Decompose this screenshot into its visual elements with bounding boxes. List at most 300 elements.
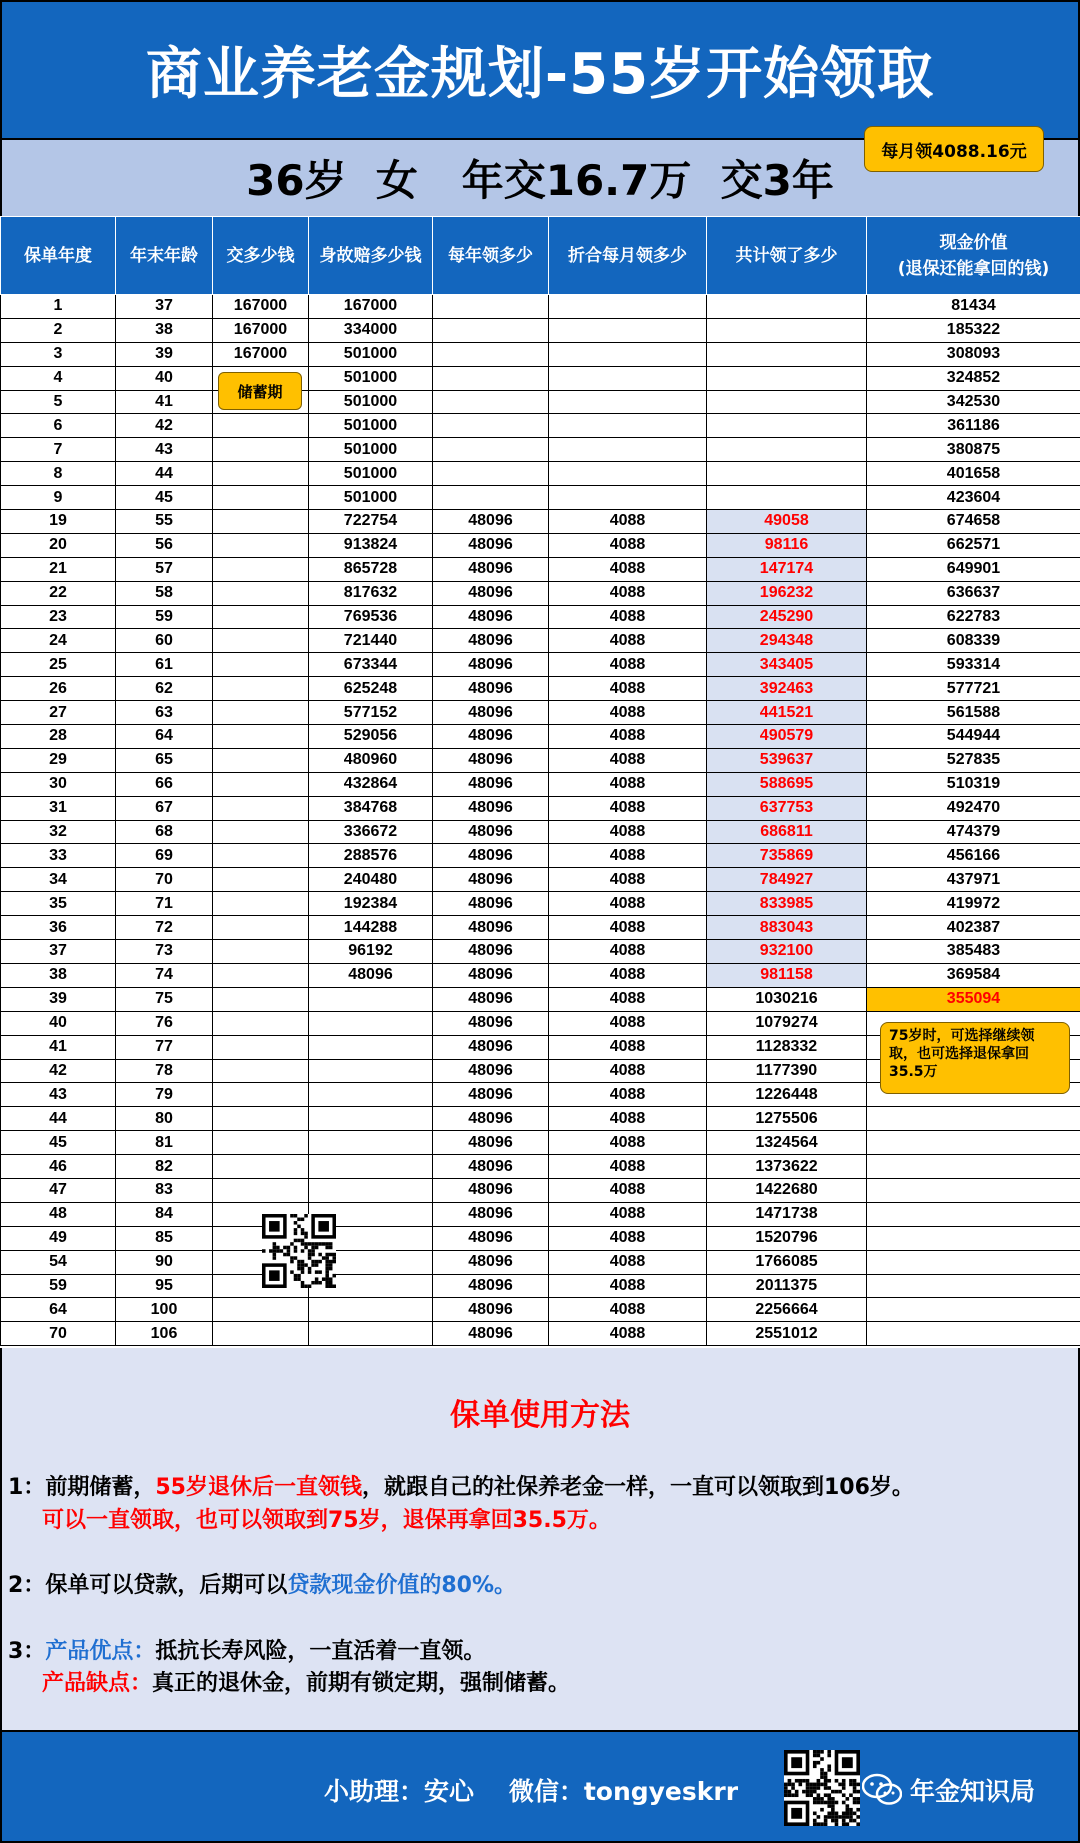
- table-cell: [213, 987, 309, 1011]
- table-row: [1, 581, 1080, 605]
- table-cell: 64: [116, 725, 213, 749]
- table-cell: 608339: [867, 629, 1080, 653]
- table-cell: 294348: [707, 629, 867, 653]
- table-cell: 48: [1, 1202, 116, 1226]
- table-cell: 78: [116, 1059, 213, 1083]
- table-cell: 4088: [549, 1274, 707, 1298]
- table-cell: 28: [1, 725, 116, 749]
- table-cell: 48096: [433, 605, 549, 629]
- table-cell: 561588: [867, 701, 1080, 725]
- table-cell: 23: [1, 605, 116, 629]
- table-cell: 636637: [867, 581, 1080, 605]
- table-cell: [867, 1155, 1080, 1179]
- table-cell: 8: [1, 462, 116, 486]
- table-cell: 474379: [867, 820, 1080, 844]
- table-row: [1, 1178, 1080, 1202]
- table-cell: [213, 1083, 309, 1107]
- table-row: [1, 677, 1080, 701]
- table-cell: 4088: [549, 1226, 707, 1250]
- table-cell: 55: [116, 510, 213, 534]
- table-cell: 81: [116, 1131, 213, 1155]
- table-cell: 437971: [867, 868, 1080, 892]
- table-row: [1, 1155, 1080, 1179]
- table-cell: 82: [116, 1155, 213, 1179]
- usage-item-2: [8, 1568, 516, 1599]
- table-cell: [213, 462, 309, 486]
- table-cell: 7: [1, 438, 116, 462]
- table-cell: [433, 414, 549, 438]
- table-cell: 48096: [433, 1011, 549, 1035]
- table-cell: 38: [1, 963, 116, 987]
- table-cell: 49: [1, 1226, 116, 1250]
- usage-title: 保单使用方法: [450, 1398, 630, 1433]
- table-cell: [867, 1298, 1080, 1322]
- usage-item-1-text-a: 前期储蓄，: [45, 1475, 156, 1500]
- table-cell: [549, 486, 707, 510]
- table-cell: 46: [1, 1155, 116, 1179]
- table-cell: [433, 390, 549, 414]
- table-cell: 622783: [867, 605, 1080, 629]
- table-cell: 4088: [549, 629, 707, 653]
- table-cell: 529056: [309, 725, 433, 749]
- table-cell: 674658: [867, 510, 1080, 534]
- table-cell: 4088: [549, 581, 707, 605]
- usage-con-label: 产品缺点：: [42, 1671, 153, 1696]
- table-cell: [213, 844, 309, 868]
- table-cell: 29: [1, 748, 116, 772]
- table-cell: 342530: [867, 390, 1080, 414]
- table-cell: 833985: [707, 892, 867, 916]
- table-cell: [309, 1131, 433, 1155]
- table-cell: 47: [1, 1178, 116, 1202]
- table-cell: 48096: [433, 533, 549, 557]
- table-cell: 96192: [309, 940, 433, 964]
- table-cell: 441521: [707, 701, 867, 725]
- table-row: [1, 653, 1080, 677]
- table-cell: 1324564: [707, 1131, 867, 1155]
- table-row: [1, 510, 1080, 534]
- table-cell: [309, 1035, 433, 1059]
- table-cell: 61: [116, 653, 213, 677]
- table-row: [1, 557, 1080, 581]
- table-cell: 1422680: [707, 1178, 867, 1202]
- table-cell: [213, 629, 309, 653]
- table-cell: [433, 438, 549, 462]
- table-cell: 84: [116, 1202, 213, 1226]
- table-cell: 4088: [549, 1250, 707, 1274]
- table-cell: 361186: [867, 414, 1080, 438]
- table-cell: 3: [1, 342, 116, 366]
- table-row: [1, 1226, 1080, 1250]
- table-cell: [213, 701, 309, 725]
- table-cell: 1177390: [707, 1059, 867, 1083]
- table-cell: [549, 414, 707, 438]
- table-cell: 662571: [867, 533, 1080, 557]
- table-cell: 72: [116, 916, 213, 940]
- table-cell: [309, 1298, 433, 1322]
- table-cell: 649901: [867, 557, 1080, 581]
- table-cell: 32: [1, 820, 116, 844]
- column-header: 交多少钱: [213, 217, 309, 295]
- table-cell: 22: [1, 581, 116, 605]
- table-cell: 384768: [309, 796, 433, 820]
- table-cell: 65: [116, 748, 213, 772]
- table-row: [1, 342, 1080, 366]
- table-cell: [549, 366, 707, 390]
- table-cell: 48096: [433, 1202, 549, 1226]
- table-cell: 2256664: [707, 1298, 867, 1322]
- table-cell: 490579: [707, 725, 867, 749]
- table-cell: 4088: [549, 510, 707, 534]
- table-cell: [309, 1059, 433, 1083]
- table-cell: [549, 318, 707, 342]
- table-cell: 80: [116, 1107, 213, 1131]
- table-cell: 167000: [213, 342, 309, 366]
- table-cell: 1: [1, 295, 116, 319]
- column-header: 共计领了多少: [707, 217, 867, 295]
- table-cell: 48096: [433, 892, 549, 916]
- table-cell: [867, 1107, 1080, 1131]
- table-cell: [867, 1202, 1080, 1226]
- table-cell: 1766085: [707, 1250, 867, 1274]
- table-cell: 419972: [867, 892, 1080, 916]
- table-row: [1, 1131, 1080, 1155]
- column-header: 身故赔多少钱: [309, 217, 433, 295]
- table-cell: 288576: [309, 844, 433, 868]
- table-cell: 2011375: [707, 1274, 867, 1298]
- table-body: [1, 295, 1080, 1346]
- table-cell: 70: [116, 868, 213, 892]
- table-cell: 539637: [707, 748, 867, 772]
- table-cell: 41: [116, 390, 213, 414]
- table-cell: 501000: [309, 366, 433, 390]
- table-cell: 185322: [867, 318, 1080, 342]
- table-cell: [213, 605, 309, 629]
- table-cell: 432864: [309, 772, 433, 796]
- table-cell: 39: [116, 342, 213, 366]
- table-cell: 48096: [433, 820, 549, 844]
- table-cell: 4088: [549, 963, 707, 987]
- table-row: [1, 963, 1080, 987]
- table-cell: 4088: [549, 725, 707, 749]
- table-row: [1, 390, 1080, 414]
- table-cell: [867, 1131, 1080, 1155]
- usage-item-2-text: 保单可以贷款，后期可以: [45, 1573, 288, 1598]
- table-cell: [213, 653, 309, 677]
- table-cell: [309, 987, 433, 1011]
- table-cell: 355094: [867, 987, 1080, 1011]
- table-cell: 577152: [309, 701, 433, 725]
- table-cell: 501000: [309, 438, 433, 462]
- table-cell: [213, 1131, 309, 1155]
- table-cell: 42: [1, 1059, 116, 1083]
- table-cell: 20: [1, 533, 116, 557]
- table-cell: 48096: [433, 653, 549, 677]
- usage-item-2-highlight: 贷款现金价值的80%。: [287, 1573, 516, 1598]
- column-header: 现金价值 (退保还能拿回的钱): [867, 217, 1080, 295]
- table-cell: 4088: [549, 844, 707, 868]
- table-cell: 49058: [707, 510, 867, 534]
- table-cell: 48096: [433, 581, 549, 605]
- table-cell: 83: [116, 1178, 213, 1202]
- table-cell: 43: [116, 438, 213, 462]
- table-cell: 336672: [309, 820, 433, 844]
- table-cell: [213, 1107, 309, 1131]
- table-cell: [213, 963, 309, 987]
- table-cell: 4088: [549, 533, 707, 557]
- table-cell: 625248: [309, 677, 433, 701]
- table-cell: 37: [1, 940, 116, 964]
- table-cell: [707, 366, 867, 390]
- table-cell: 492470: [867, 796, 1080, 820]
- usage-pro-label: 产品优点：: [45, 1639, 156, 1664]
- table-cell: [867, 1322, 1080, 1346]
- table-cell: 401658: [867, 462, 1080, 486]
- table-cell: 48096: [433, 1059, 549, 1083]
- table-cell: 48096: [433, 1226, 549, 1250]
- table-row: [1, 772, 1080, 796]
- table-cell: 501000: [309, 414, 433, 438]
- table-cell: 63: [116, 701, 213, 725]
- table-row: [1, 629, 1080, 653]
- table-cell: [433, 318, 549, 342]
- table-cell: 501000: [309, 342, 433, 366]
- usage-item-1-num: 1：: [8, 1475, 46, 1500]
- table-cell: 510319: [867, 772, 1080, 796]
- table-cell: [549, 295, 707, 319]
- table-cell: [549, 342, 707, 366]
- table-cell: 77: [116, 1035, 213, 1059]
- table-cell: 100: [116, 1298, 213, 1322]
- table-cell: 4088: [549, 772, 707, 796]
- table-row: [1, 868, 1080, 892]
- table-cell: 385483: [867, 940, 1080, 964]
- title-banner: [0, 0, 1080, 140]
- table-cell: 722754: [309, 510, 433, 534]
- table-cell: [549, 390, 707, 414]
- table-row: [1, 725, 1080, 749]
- usage-item-1-line2: 可以一直领取，也可以领取到75岁，退保再拿回35.5万。: [42, 1508, 611, 1533]
- table-cell: 34: [1, 868, 116, 892]
- table-cell: [213, 725, 309, 749]
- table-cell: [867, 1226, 1080, 1250]
- table-cell: 5: [1, 390, 116, 414]
- table-cell: 588695: [707, 772, 867, 796]
- table-cell: 167000: [213, 295, 309, 319]
- table-cell: 637753: [707, 796, 867, 820]
- table-cell: 865728: [309, 557, 433, 581]
- table-cell: 456166: [867, 844, 1080, 868]
- table-cell: 686811: [707, 820, 867, 844]
- table-cell: 167000: [309, 295, 433, 319]
- table-cell: 48096: [433, 677, 549, 701]
- table-cell: 577721: [867, 677, 1080, 701]
- usage-item-3-con: [42, 1666, 570, 1697]
- column-header: 年末年龄: [116, 217, 213, 295]
- table-cell: 48096: [433, 1083, 549, 1107]
- table-cell: 4088: [549, 1011, 707, 1035]
- table-cell: 192384: [309, 892, 433, 916]
- table-cell: [213, 1059, 309, 1083]
- table-cell: 40: [1, 1011, 116, 1035]
- table-cell: 60: [116, 629, 213, 653]
- table-cell: 4088: [549, 1202, 707, 1226]
- table-row: [1, 796, 1080, 820]
- table-cell: [309, 1083, 433, 1107]
- table-cell: [213, 892, 309, 916]
- table-cell: 27: [1, 701, 116, 725]
- table-cell: 31: [1, 796, 116, 820]
- savings-period-badge: 储蓄期: [218, 372, 302, 410]
- table-cell: 26: [1, 677, 116, 701]
- table-cell: 35: [1, 892, 116, 916]
- table-cell: 334000: [309, 318, 433, 342]
- table-cell: 4088: [549, 1298, 707, 1322]
- table-cell: 33: [1, 844, 116, 868]
- table-cell: 784927: [707, 868, 867, 892]
- table-cell: [707, 414, 867, 438]
- table-cell: 67: [116, 796, 213, 820]
- table-cell: 48096: [433, 1035, 549, 1059]
- usage-item-1-text-c: ，就跟自己的社保养老金一样，一直可以领取到106岁。: [361, 1475, 914, 1500]
- table-cell: 9: [1, 486, 116, 510]
- table-cell: 480960: [309, 748, 433, 772]
- table-cell: 1520796: [707, 1226, 867, 1250]
- table-cell: [707, 390, 867, 414]
- usage-con-text: 真正的退休金，前期有锁定期，强制储蓄。: [152, 1671, 571, 1696]
- table-cell: [309, 1155, 433, 1179]
- table-cell: 45: [1, 1131, 116, 1155]
- table-cell: 196232: [707, 581, 867, 605]
- table-cell: [867, 1178, 1080, 1202]
- table-cell: 883043: [707, 916, 867, 940]
- table-row: [1, 1298, 1080, 1322]
- table-cell: 1373622: [707, 1155, 867, 1179]
- table-cell: 4088: [549, 1059, 707, 1083]
- table-cell: 45: [116, 486, 213, 510]
- table-cell: 76: [116, 1011, 213, 1035]
- table-row: [1, 1202, 1080, 1226]
- table-cell: 402387: [867, 916, 1080, 940]
- table-cell: 308093: [867, 342, 1080, 366]
- table-cell: 48096: [433, 1250, 549, 1274]
- column-header: 折合每月领多少: [549, 217, 707, 295]
- table-cell: 48096: [433, 844, 549, 868]
- column-header: 每年领多少: [433, 217, 549, 295]
- table-cell: 98116: [707, 533, 867, 557]
- table-cell: [549, 462, 707, 486]
- table-cell: 90: [116, 1250, 213, 1274]
- table-cell: 48096: [433, 940, 549, 964]
- page-title: 商业养老金规划-55岁开始领取: [145, 42, 935, 107]
- table-cell: 380875: [867, 438, 1080, 462]
- payout-table: [0, 216, 1080, 1346]
- table-cell: 58: [116, 581, 213, 605]
- table-cell: 2551012: [707, 1322, 867, 1346]
- table-cell: 4088: [549, 748, 707, 772]
- table-row: [1, 366, 1080, 390]
- table-cell: [867, 1250, 1080, 1274]
- footer-contact: 小助理：安心 微信：tongyeskrr: [324, 1777, 739, 1806]
- table-cell: 4088: [549, 1131, 707, 1155]
- table-cell: 593314: [867, 653, 1080, 677]
- table-cell: [867, 1274, 1080, 1298]
- table-cell: 4088: [549, 892, 707, 916]
- table-cell: 544944: [867, 725, 1080, 749]
- table-cell: 69: [116, 844, 213, 868]
- table-cell: 48096: [433, 796, 549, 820]
- table-cell: [433, 342, 549, 366]
- table-cell: 501000: [309, 486, 433, 510]
- monthly-payout-badge: 每月领4088.16元: [864, 126, 1044, 172]
- usage-item-3-num: 3：: [8, 1639, 46, 1664]
- table-cell: [213, 1011, 309, 1035]
- table-cell: 4088: [549, 868, 707, 892]
- table-cell: 981158: [707, 963, 867, 987]
- table-cell: [433, 366, 549, 390]
- table-row: [1, 1107, 1080, 1131]
- table-row: [1, 295, 1080, 319]
- table-cell: [213, 1035, 309, 1059]
- table-row: [1, 1322, 1080, 1346]
- table-cell: 37: [116, 295, 213, 319]
- table-cell: 48096: [433, 557, 549, 581]
- table-cell: 48096: [309, 963, 433, 987]
- table-cell: [707, 462, 867, 486]
- table-cell: 24: [1, 629, 116, 653]
- table-cell: 48096: [433, 916, 549, 940]
- table-cell: [213, 510, 309, 534]
- table-cell: 6: [1, 414, 116, 438]
- table-cell: 70: [1, 1322, 116, 1346]
- table-cell: 769536: [309, 605, 433, 629]
- table-cell: 2: [1, 318, 116, 342]
- table-cell: 4088: [549, 677, 707, 701]
- usage-item-3-pro: [8, 1634, 485, 1665]
- table-cell: 4088: [549, 940, 707, 964]
- table-cell: 245290: [707, 605, 867, 629]
- table-row: [1, 987, 1080, 1011]
- table-cell: 75: [116, 987, 213, 1011]
- usage-pro-text: 抵抗长寿风险，一直活着一直领。: [155, 1639, 486, 1664]
- table-cell: 369584: [867, 963, 1080, 987]
- table-cell: 4088: [549, 605, 707, 629]
- table-cell: [213, 940, 309, 964]
- table-cell: 106: [116, 1322, 213, 1346]
- table-cell: 1226448: [707, 1083, 867, 1107]
- table-cell: [213, 1298, 309, 1322]
- table-cell: [213, 581, 309, 605]
- table-cell: 913824: [309, 533, 433, 557]
- usage-item-1-highlight: 55岁退休后一直领钱: [155, 1475, 362, 1500]
- table-cell: [433, 462, 549, 486]
- table-row: [1, 462, 1080, 486]
- table-cell: 36: [1, 916, 116, 940]
- table-cell: 59: [1, 1274, 116, 1298]
- table-cell: [213, 796, 309, 820]
- table-cell: 1128332: [707, 1035, 867, 1059]
- table-header-row: [1, 217, 1080, 295]
- table-cell: 240480: [309, 868, 433, 892]
- table-cell: 19: [1, 510, 116, 534]
- table-row: [1, 701, 1080, 725]
- usage-section: [0, 1348, 1080, 1730]
- table-cell: 64: [1, 1298, 116, 1322]
- table-cell: [433, 486, 549, 510]
- table-cell: 39: [1, 987, 116, 1011]
- table-cell: 343405: [707, 653, 867, 677]
- table-cell: 673344: [309, 653, 433, 677]
